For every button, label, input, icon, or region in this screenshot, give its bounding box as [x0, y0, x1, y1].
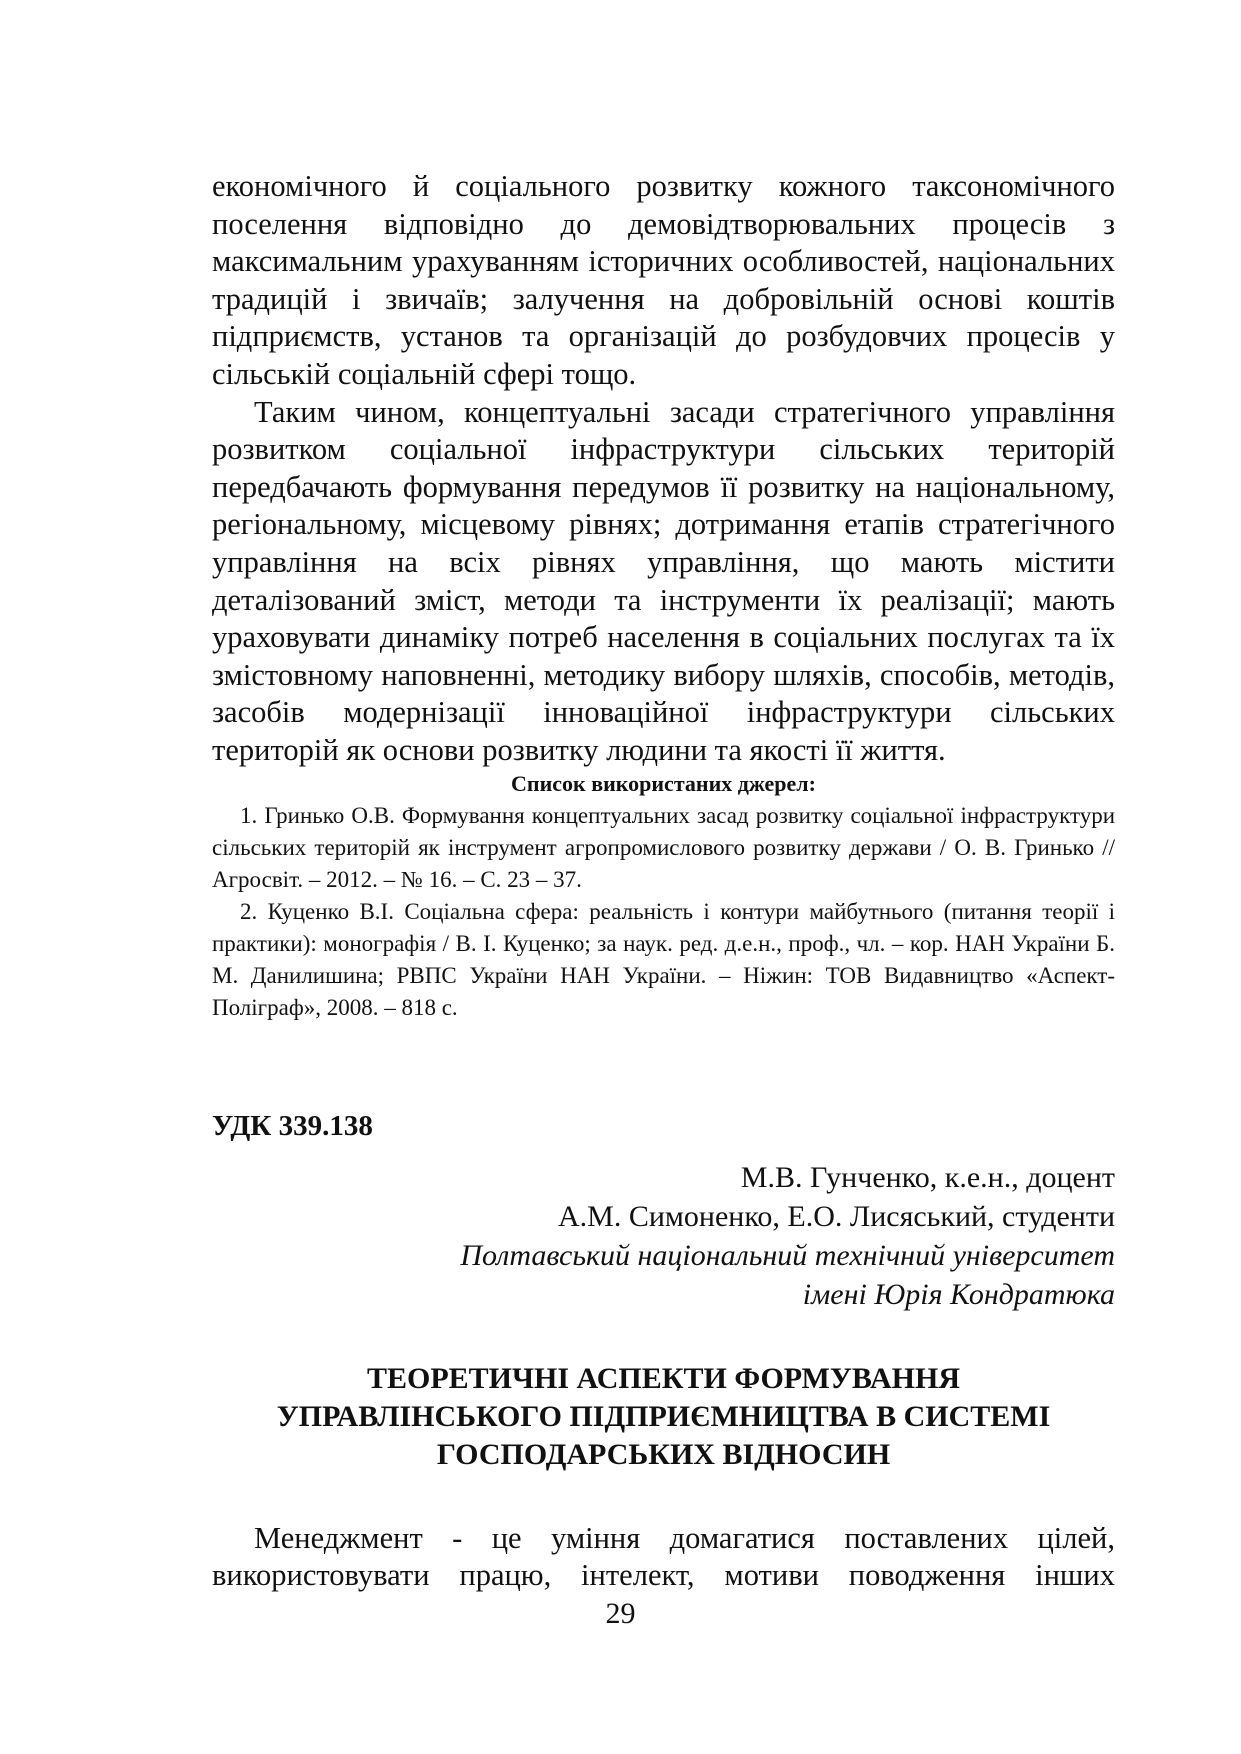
article-intro-paragraph: Менеджмент - це уміння домагатися поставлених цілей, використовувати працю, інтелект, мотиви поводження інших [212, 1520, 1115, 1593]
author-line-2: А.М. Симоненко, Е.О. Лисяський, студенти [558, 1199, 1115, 1233]
references-section [212, 770, 1115, 1024]
reference-item-2: 2. Куценко В.І. Соціальна сфера: реальність і контури майбутнього (питання теорії і практики): монографія / В. І. Куценко; за наук. ред. д.е.н., проф., чл. – кор. НАН України Б. М. Данилишина; РВПС України НАН України. – Ніжин: ТОВ Видавництво «Аспект-Поліграф», 2008. – 818 с. [212, 898, 1115, 1020]
reference-item-1: 1. Гринько О.В. Формування концептуальних засад розвитку соціальної інфраструктури сільських територій як інструмент агропромислового розвитку держави / О. В. Гринько // Агросвіт. – 2012. – № 16. – С. 23 – 37. [212, 802, 1115, 892]
page-number: 29 [605, 1597, 636, 1630]
article-title-line-3: ГОСПОДАРСЬКИХ ВІДНОСИН [436, 1437, 891, 1471]
author-line-1: М.В. Гунченко, к.е.н., доцент [740, 1160, 1115, 1194]
body-paragraph-1: економічного й соціального розвитку кожного таксономічного поселення відповідно до демовідтворювальних процесів з максимальним урахуванням історичних особливостей, національних традицій і звичаїв; залучення на добровільній основі коштів підприємств, установ та організацій до розбудовчих процесів у сільській соціальній сфері тощо. [212, 169, 1115, 391]
article-title [212, 1360, 1115, 1474]
references-title: Список використаних джерел: [511, 770, 816, 796]
body-paragraph-2: Таким чином, концептуальні засади стратегічного управління розвитком соціальної інфраструктури сільських територій передбачають формування передумов її розвитку на національному, регіональному, місцевому рівнях; дотримання етапів стратегічного управління на всіх рівнях управління, що мають містити деталізований зміст, методи та інструменти їх реалізації; мають ураховувати динаміку потреб населення в соціальних послугах та їх змістовному наповненні, методику вибору шляхів, способів, методів, засобів модернізації інноваційної інфраструктури сільських територій як основи розвитку людини та якості її життя. [212, 394, 1115, 767]
authors-block [212, 1158, 1115, 1314]
article-title-line-2: УПРАВЛІНСЬКОГО ПІДПРИЄМНИЦТВА В СИСТЕМІ [276, 1399, 1051, 1433]
udk-code: УДК 339.138 [212, 1109, 373, 1142]
affiliation-line-2: імені Юрія Кондратюка [802, 1277, 1115, 1311]
article-title-line-1: ТЕОРЕТИЧНІ АСПЕКТИ ФОРМУВАННЯ [366, 1361, 960, 1395]
affiliation-line-1: Полтавський національний технічний університет [460, 1238, 1115, 1272]
document-page [212, 168, 1115, 1688]
